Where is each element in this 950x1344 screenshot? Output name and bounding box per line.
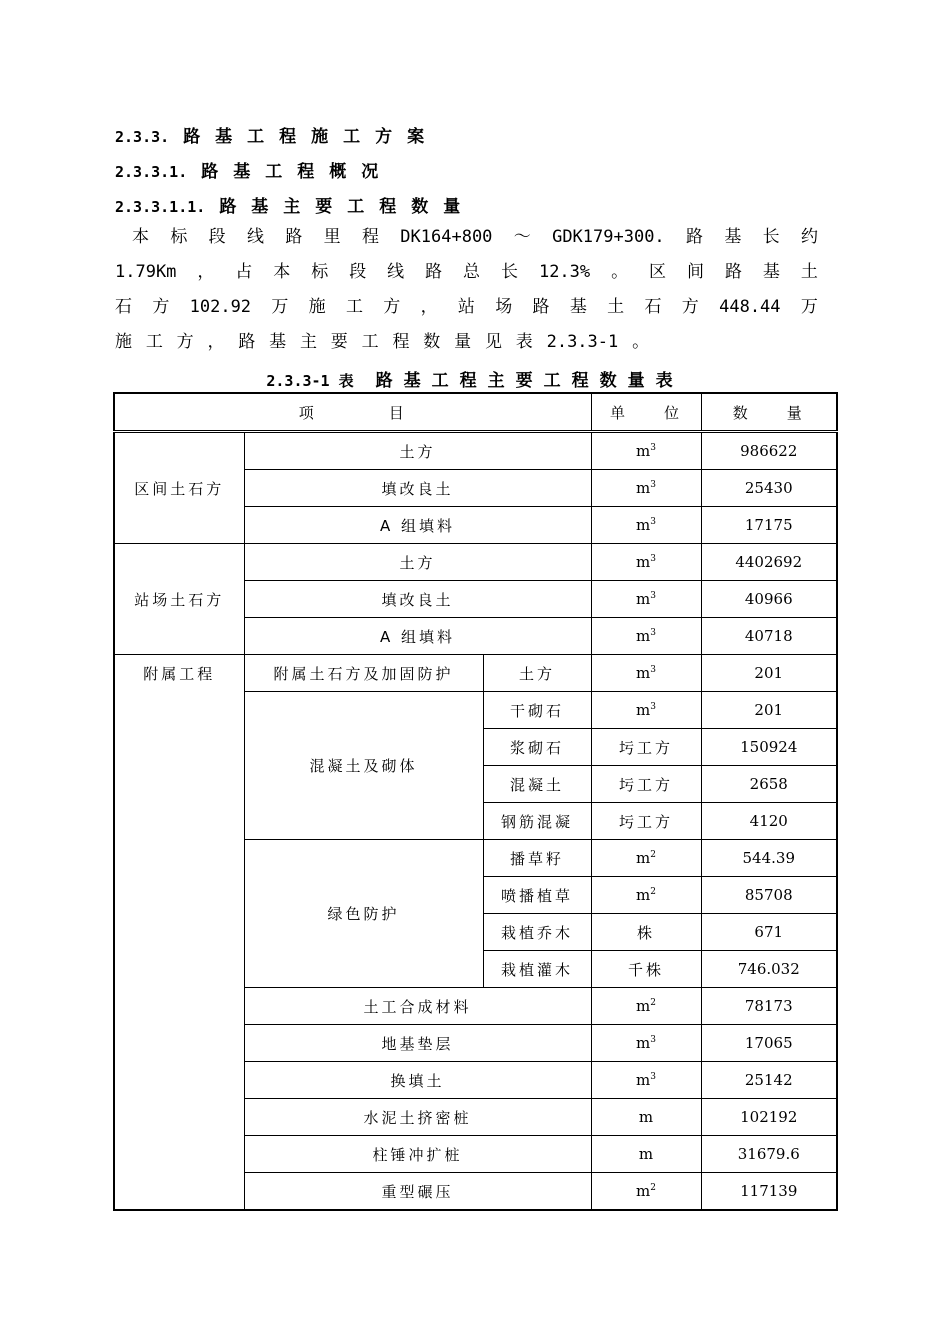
paragraph-token: 基 [269,332,287,352]
row-unit: 圬工方 [591,803,701,840]
paragraph-token: 方 [383,297,401,317]
paragraph-token: 标 [170,227,188,247]
row-unit: $m^3$ [591,432,701,470]
paragraph-token: 施 [308,297,326,317]
paragraph-token: 程 [392,332,410,352]
paragraph-token: 基 [762,262,780,282]
table-row [114,655,837,692]
paragraph-token: 石 [644,297,662,317]
paragraph-token: 万 [271,297,289,317]
row-qty: 544.39 [701,840,837,877]
paragraph-token: 工 [361,332,379,352]
row-qty: 986622 [701,432,837,470]
row-unit: $m^3$ [591,470,701,507]
paragraph-token: 施 [115,332,132,352]
paragraph-token: 土 [607,297,625,317]
paragraph-token: 量 [454,332,472,352]
paragraph-token: 路 [238,332,256,352]
subgroup-lvse: 绿色防护 [244,840,483,988]
paragraph-token: 长 [762,227,780,247]
paragraph-token: 站 [457,297,475,317]
paragraph-token: 万 [800,297,818,317]
row-name: 填改良土 [244,581,591,618]
row-qty: 102192 [701,1099,837,1136]
paragraph-token: 路 [724,262,742,282]
row-unit: m [591,1136,701,1173]
paragraph-token: 线 [387,262,405,282]
row-qty: 2658 [701,766,837,803]
row-qty: 4402692 [701,544,837,581]
paragraph-token: 段 [349,262,367,282]
paragraph-token: 总 [463,262,481,282]
row-name: 填改良土 [244,470,591,507]
heading-number: 2.3.3.1.1. [115,198,206,216]
row-unit: $m^3$ [591,692,701,729]
row-qty: 40718 [701,618,837,655]
heading-2-3-3-1-1 [115,192,475,217]
paragraph-token: 长 [501,262,518,282]
paragraph-token: 程 [361,227,379,247]
row-qty: 85708 [701,877,837,914]
row-name: 干砌石 [483,692,591,729]
row-unit: $m^3$ [591,618,701,655]
paragraph-token: 路 [425,262,443,282]
row-name: 栽植灌木 [483,951,591,988]
row-qty: 25430 [701,470,837,507]
row-name: 浆砌石 [483,729,591,766]
heading-number: 2.3.3. [115,128,170,146]
row-qty: 17175 [701,507,837,544]
row-unit: 圬工方 [591,729,701,766]
table-header-row [114,393,837,432]
group-fushu: 附属工程 [114,655,244,1211]
row-qty: 40966 [701,581,837,618]
table-row [114,544,837,581]
row-name: 土方 [483,655,591,692]
subgroup-hunningtu: 混凝土及砌体 [244,692,483,840]
heading-2-3-3-1 [115,157,393,182]
paragraph-token: 见 [484,332,502,352]
paragraph-token: 石 [115,297,132,317]
group-zhanchang: 站场土石方 [114,544,244,655]
row-name: 柱锤冲扩桩 [244,1136,591,1173]
paragraph-token: 工 [145,332,163,352]
row-unit: $m^2$ [591,1173,701,1211]
paragraph-line [115,290,818,325]
paragraph-token: 基 [724,227,742,247]
row-name: 栽植乔木 [483,914,591,951]
row-name: 水泥土挤密桩 [244,1099,591,1136]
row-unit: $m^3$ [591,655,701,692]
paragraph-token: 场 [495,297,513,317]
paragraph-token: 土 [800,262,818,282]
paragraph-token: DK164+800 [400,227,493,247]
row-name: A 组填料 [244,507,591,544]
paragraph-token: GDK179+300. [552,227,665,247]
row-unit: $m^2$ [591,877,701,914]
paragraph-token: 本 [273,262,291,282]
row-qty: 150924 [701,729,837,766]
paragraph-token: 方 [152,297,170,317]
paragraph-line [115,220,818,255]
row-unit: $m^3$ [591,1062,701,1099]
row-name: 地基垫层 [244,1025,591,1062]
row-unit: $m^2$ [591,840,701,877]
header-qty: 数 量 [701,393,837,432]
row-unit: 圬工方 [591,766,701,803]
row-unit: $m^2$ [591,988,701,1025]
paragraph-token: 本 [115,227,149,247]
row-unit: 株 [591,914,701,951]
row-name: 喷播植草 [483,877,591,914]
heading-title: 路基工程概况 [201,162,394,182]
paragraph-line [115,255,818,290]
paragraph-token: 路 [285,227,303,247]
paragraph-token: 2.3.3-1 [546,332,619,352]
row-name: 重型碾压 [244,1173,591,1211]
paragraph-token: 方 [681,297,699,317]
row-name: 混凝土 [483,766,591,803]
paragraph-token: 主 [299,332,317,352]
paragraph-token: 区 [649,262,667,282]
paragraph-token: 。 [611,262,629,282]
row-name: 钢筋混凝 [483,803,591,840]
row-qty: 25142 [701,1062,837,1099]
heading-2-3-3 [115,122,439,147]
paragraph-token: ， [420,297,438,317]
paragraph-token: 数 [423,332,441,352]
heading-number: 2.3.3.1. [115,163,188,181]
row-qty: 78173 [701,988,837,1025]
row-unit: $m^3$ [591,507,701,544]
row-qty: 746.032 [701,951,837,988]
paragraph-token: 占 [235,262,253,282]
row-name: 换填土 [244,1062,591,1099]
row-name: 播草籽 [483,840,591,877]
row-unit: $m^3$ [591,1025,701,1062]
paragraph-token: 工 [345,297,363,317]
row-unit: $m^3$ [591,581,701,618]
paragraph-token: 间 [687,262,704,282]
row-unit: $m^3$ [591,544,701,581]
paragraph-token: 路 [532,297,550,317]
row-name: 土方 [244,432,591,470]
paragraph-token: 要 [330,332,348,352]
paragraph-line [115,325,649,360]
row-qty: 201 [701,692,837,729]
paragraph-token: 12.3% [538,262,591,282]
row-unit: 千株 [591,951,701,988]
paragraph-token: 约 [800,227,818,247]
heading-title: 路基主要工程数量 [219,197,476,217]
row-name: A 组填料 [244,618,591,655]
caption-number: 2.3.3-1 表 [266,372,354,390]
row-qty: 117139 [701,1173,837,1211]
row-qty: 31679.6 [701,1136,837,1173]
subgroup-fushu-tushi: 附属土石方及加固防护 [244,655,483,692]
row-name: 土工合成材料 [244,988,591,1025]
caption-title: 路基工程主要工程数量表 [375,371,684,391]
paragraph-token: ， [207,332,225,352]
paragraph-token: ～ [513,227,531,247]
paragraph-token: 。 [632,332,650,352]
group-qujian: 区间土石方 [114,432,244,544]
paragraph-token: 里 [323,227,341,247]
row-qty: 17065 [701,1025,837,1062]
overview-paragraph [115,220,818,360]
header-unit: 单 位 [591,393,701,432]
table-caption [0,366,950,391]
header-item: 项 目 [114,393,591,432]
table-row [114,432,837,470]
paragraph-token: 段 [208,227,226,247]
paragraph-token: 表 [515,332,533,352]
paragraph-token: ， [197,262,215,282]
heading-title: 路基工程施工方案 [183,127,440,147]
quantity-table [113,392,838,1211]
paragraph-token: 线 [246,227,264,247]
row-qty: 201 [701,655,837,692]
paragraph-token: 方 [176,332,194,352]
paragraph-token: 标 [311,262,329,282]
paragraph-token: 448.44 [719,297,781,317]
paragraph-token: 基 [569,297,587,317]
row-qty: 4120 [701,803,837,840]
paragraph-token: 路 [686,227,703,247]
paragraph-token: 102.92 [189,297,252,317]
paragraph-token: 1.79Km [115,262,177,282]
row-name: 土方 [244,544,591,581]
row-qty: 671 [701,914,837,951]
row-unit: m [591,1099,701,1136]
